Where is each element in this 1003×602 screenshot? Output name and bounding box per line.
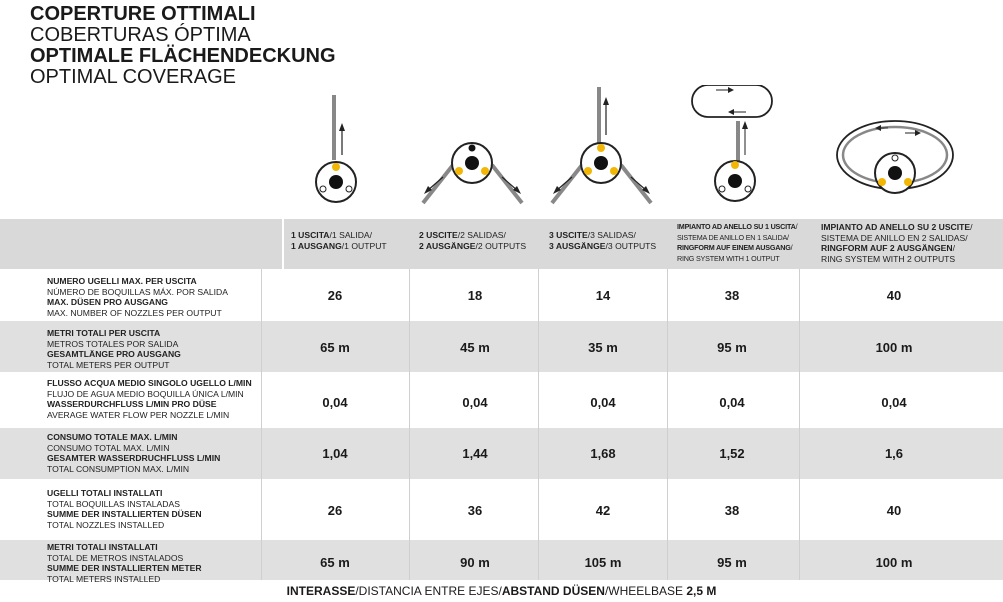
column-header-5: IMPIANTO AD ANELLO SU 2 USCITE/ SISTEMA DE ANILLO EN 2 SALIDAS/ RINGFORM AUF 2 AUSGÄNGEN/ RING SYSTEM WITH 2 OUTPUTS [821,222,973,264]
row-label: UGELLI TOTALI INSTALLATI TOTAL BOQUILLAS INSTALADAS SUMME DER INSTALLIERTEN DÜSEN TOTAL NOZZLES INSTALLED [47,488,202,530]
table-row [0,269,1003,319]
table-cell: 36 [467,503,483,518]
title-german: OPTIMALE FLÄCHENDECKUNG [30,45,336,67]
row-label: FLUSSO ACQUA MEDIO SINGOLO UGELLO L/MIN FLUJO DE AGUA MEDIO BOQUILLA ÚNICA L/MIN WASSERDURCHFLUSS L/MIN PRO DÜSE AVERAGE WATER FLOW PER NOZZLE L/MIN [47,378,252,420]
divider [667,269,668,580]
table-cell: 1,68 [590,446,616,461]
table-cell: 18 [467,288,483,303]
table-cell: 40 [886,288,902,303]
table-row [0,540,1003,584]
table-cell: 0,04 [462,395,488,410]
table-cell: 100 m [875,555,913,570]
table-row [0,481,1003,538]
row-label: CONSUMO TOTALE MAX. L/MIN CONSUMO TOTAL MAX. L/MIN GESAMTER WASSERDRUCHFLUSS L/MIN TOTAL CONSUMPTION MAX. L/MIN [47,432,221,474]
column-header-2: 2 USCITE/2 SALIDAS/ 2 AUSGÄNGE/2 OUTPUTS [419,230,527,251]
divider [261,269,262,580]
table-cell: 26 [327,503,343,518]
divider [409,269,410,580]
table-row [0,428,1003,479]
title-block [30,4,336,88]
ring-one-output-icon [686,85,786,210]
title-english: OPTIMAL COVERAGE [30,66,236,88]
three-outputs-nozzle-icon [544,85,659,205]
table-cell: 38 [724,503,740,518]
table-cell: 90 m [460,555,490,570]
table-cell: 45 m [460,340,490,355]
table-cell: 0,04 [322,395,348,410]
table-cell: 95 m [717,340,747,355]
row-label: METRI TOTALI PER USCITA METROS TOTALES POR SALIDA GESAMTLÄNGE PRO AUSGANG TOTAL METERS PER OUTPUT [47,328,181,370]
table-cell: 42 [595,503,611,518]
table-cell: 100 m [875,340,913,355]
table-cell: 105 m [584,555,622,570]
table-row [0,374,1003,426]
table-cell: 1,44 [462,446,488,461]
divider [282,219,284,269]
table-cell: 0,04 [719,395,745,410]
table-cell: 14 [595,288,611,303]
table-cell: 65 m [320,340,350,355]
wheelbase-note: INTERASSE/DISTANCIA ENTRE EJES/ABSTAND DÜSEN/WHEELBASE 2,5 M [286,584,717,598]
row-label: METRI TOTALI INSTALLATI TOTAL DE METROS INSTALADOS SUMME DER INSTALLIERTEN METER TOTAL METERS INSTALLED [47,542,202,584]
title-italian: COPERTURE OTTIMALI [30,3,256,25]
title-spanish: COBERTURAS ÓPTIMA [30,24,251,46]
divider [799,269,800,580]
column-header-4: IMPIANTO AD ANELLO SU 1 USCITA/ SISTEMA DE ANILLO EN 1 SALIDA/ RINGFORM AUF EINEM AUSGANG/ RING SYSTEM WITH 1 OUTPUT [677,222,798,263]
ring-two-outputs-icon [833,85,958,205]
table-cell: 38 [724,288,740,303]
table-cell: 40 [886,503,902,518]
table-cell: 26 [327,288,343,303]
divider [538,269,539,580]
table-cell: 95 m [717,555,747,570]
table-cell: 1,52 [719,446,745,461]
single-output-nozzle-icon [306,85,376,205]
table-cell: 0,04 [881,395,907,410]
table-cell: 65 m [320,555,350,570]
table-cell: 1,6 [884,446,904,461]
column-header-1: 1 USCITA/1 SALIDA/ 1 AUSGANG/1 OUTPUT [291,230,387,251]
two-outputs-nozzle-icon [415,85,530,205]
row-label: NUMERO UGELLI MAX. PER USCITA NÚMERO DE BOQUILLAS MÁX. POR SALIDA MAX. DÜSEN PRO AUSGANG MAX. NUMBER OF NOZZLES PER OUTPUT [47,276,228,318]
table-cell: 1,04 [322,446,348,461]
table-cell: 0,04 [590,395,616,410]
table-cell: 35 m [588,340,618,355]
table-row [0,321,1003,372]
column-header-3: 3 USCITE/3 SALIDAS/ 3 AUSGÄNGE/3 OUTPUTS [549,230,657,251]
